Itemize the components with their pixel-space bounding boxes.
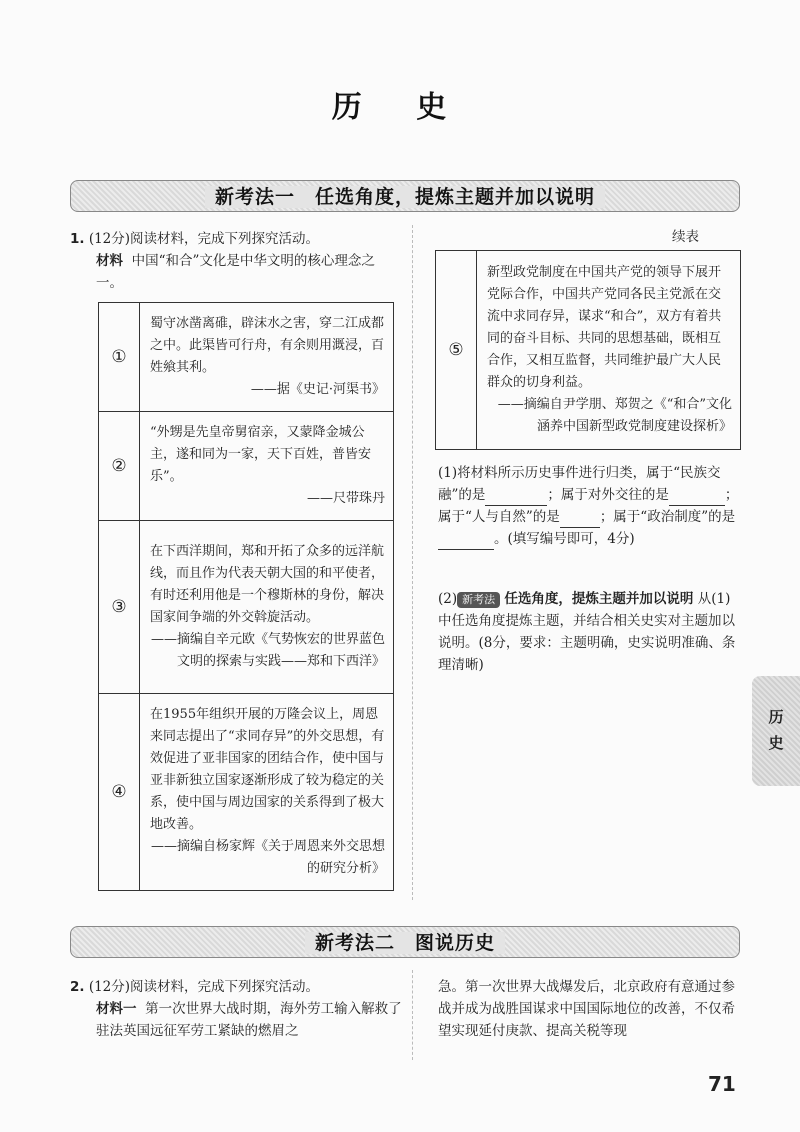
continued-label: 续表 xyxy=(672,229,699,245)
section-title-2: 新考法二 图说历史 xyxy=(305,932,505,954)
sub-question-1 xyxy=(438,462,743,550)
page-number: 71 xyxy=(708,1072,736,1096)
page-title: 历 史 xyxy=(331,90,469,125)
question-2-intro xyxy=(70,976,400,998)
row-text: 新型政党制度在中国共产党的领导下展开党际合作，中国共产党同各民主党派在交流中求同存异，谋求“和合”，双方有着共同的奋斗目标、共同的思想基础，既相互合作，又相互监督，共同维护最广大人民群众的切身利益。 xyxy=(487,265,722,390)
row-number: ① xyxy=(99,303,140,412)
section-header-2 xyxy=(70,926,740,958)
material-table xyxy=(98,302,394,891)
column-divider xyxy=(412,225,413,900)
sub1-part-2: ；属于对外交往的是 xyxy=(547,487,669,503)
answer-blank[interactable] xyxy=(669,489,725,506)
sub2-text: 从(1)中任选角度提炼主题，并结合相关史实对主题加以说明。(8分，要求：主题明确，史实说明准确、条理清晰) xyxy=(438,591,736,673)
row-source: ——摘编自辛元欧《气势恢宏的世界蓝色文明的探索与实践——郑和下西洋》 xyxy=(150,632,385,669)
row-number: ③ xyxy=(99,521,140,694)
new-method-tag: 新考法 xyxy=(457,592,500,608)
question-1-material xyxy=(96,250,400,294)
side-tab-line-1: 历 xyxy=(768,708,784,726)
row-number: ⑤ xyxy=(436,251,477,450)
answer-blank[interactable] xyxy=(438,533,494,550)
material-text: 中国“和合”文化是中华文明的核心理念之一。 xyxy=(96,253,375,291)
sub1-part-4: ；属于“政治制度”的是 xyxy=(599,509,736,525)
question-1-number: 1. xyxy=(70,231,85,247)
row-text: “外甥是先皇帝舅宿亲，又蒙降金城公主，遂和同为一家，天下百姓，普皆安乐”。 xyxy=(150,425,372,484)
table-row xyxy=(99,521,394,694)
sub1-part-5: 。(填写编号即可，4分) xyxy=(494,531,635,547)
material-label: 材料 xyxy=(96,253,123,269)
question-2-intro-text: (12分)阅读材料，完成下列探究活动。 xyxy=(88,979,320,995)
table-row xyxy=(99,694,394,891)
sub2-prefix: (2) xyxy=(438,591,458,607)
table-row xyxy=(436,251,741,450)
question-2-material xyxy=(96,998,402,1042)
answer-blank[interactable] xyxy=(485,489,547,506)
subject-side-tab xyxy=(752,676,800,786)
table-row xyxy=(99,303,394,412)
section-header-1 xyxy=(70,180,740,212)
row-source: ——摘编自杨家辉《关于周恩来外交思想的研究分析》 xyxy=(150,839,385,876)
row-number: ② xyxy=(99,412,140,521)
sub-question-2 xyxy=(438,588,743,676)
material-table-continued xyxy=(435,250,741,450)
sub1-part-1: (1)将材料所示历史事件进行归类，属于“民族交融”的是 xyxy=(438,465,721,503)
sub1-part-3: ；属于“人与自然”的是 xyxy=(438,487,739,525)
answer-blank[interactable] xyxy=(560,511,600,528)
table-row xyxy=(99,412,394,521)
row-number: ④ xyxy=(99,694,140,891)
question-1-intro-text: (12分)阅读材料，完成下列探究活动。 xyxy=(88,231,320,247)
question-1-intro xyxy=(70,228,400,250)
question-2-number: 2. xyxy=(70,979,85,995)
row-text: 蜀守冰凿离碓，辟沫水之害，穿二江成都之中。此渠皆可行舟，有余则用溉浸，百姓飨其利。 xyxy=(150,316,385,375)
section-title-1: 新考法一 任选角度，提炼主题并加以说明 xyxy=(205,186,605,208)
row-source: ——据《史记·河渠书》 xyxy=(250,382,385,397)
material-1-left-text: 第一次世界大战时期，海外劳工输入解救了驻法英国远征军劳工紧缺的燃眉之 xyxy=(96,1001,402,1039)
side-tab-line-2: 史 xyxy=(768,734,784,752)
column-divider xyxy=(412,970,413,1060)
sub2-bold-title: 任选角度，提炼主题并加以说明 xyxy=(504,591,694,607)
material-1-right-text: 急。第一次世界大战爆发后，北京政府有意通过参战并成为战胜国谋求中国国际地位的改善，不仅希望实现延付庚款、提高关税等现 xyxy=(438,979,735,1039)
row-source: ——尺带珠丹 xyxy=(306,491,385,506)
row-source: ——摘编自尹学朋、郑贺之《“和合”文化涵养中国新型政党制度建设探析》 xyxy=(497,397,732,434)
row-text: 在下西洋期间，郑和开拓了众多的远洋航线，而且作为代表天朝大国的和平使者，有时还利用他是一个穆斯林的身份，解决国家间争端的外交斡旋活动。 xyxy=(150,544,385,625)
material-label-2: 材料一 xyxy=(96,1001,137,1017)
row-text: 在1955年组织开展的万隆会议上，周恩来同志提出了“求同存异”的外交思想，有效促进了亚非国家的团结合作，使中国与亚非新独立国家逐渐形成了较为稳定的关系，使中国与周边国家的关系得到了极大地改善。 xyxy=(150,707,385,832)
